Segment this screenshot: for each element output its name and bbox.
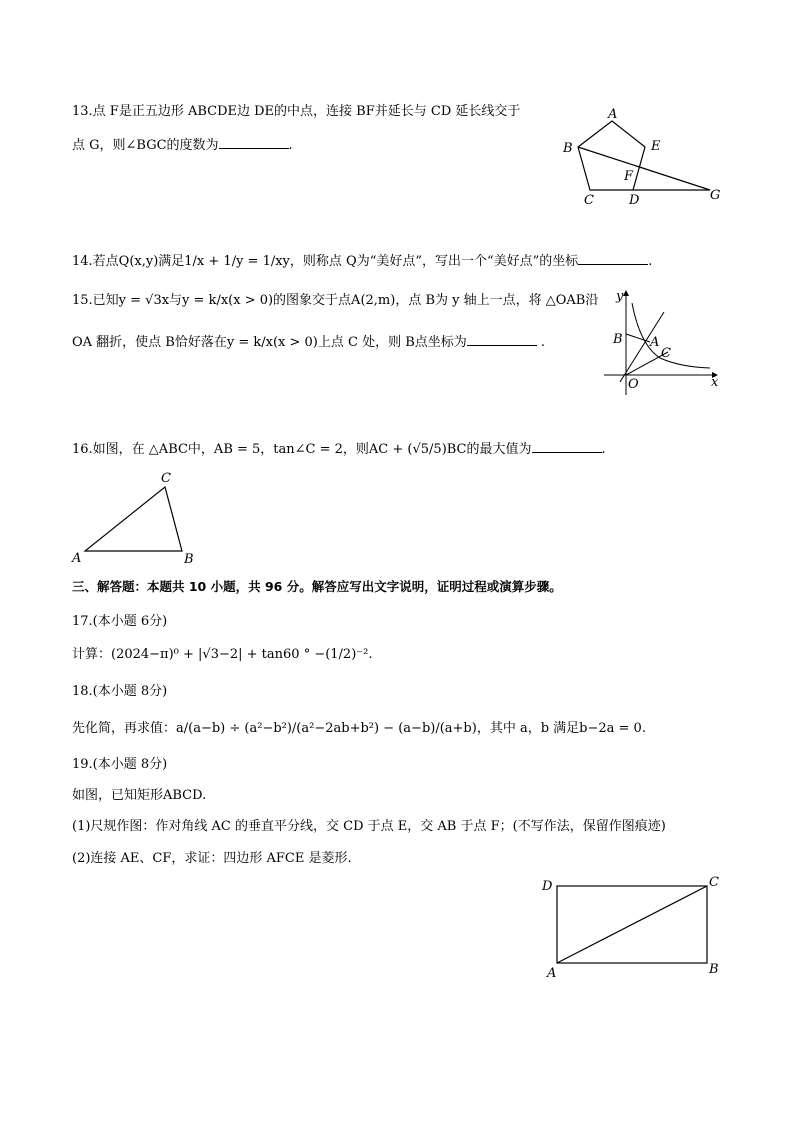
label-b: B bbox=[709, 962, 719, 977]
q17-head: 17.(本小题 6分) bbox=[72, 614, 168, 629]
label-a: A bbox=[608, 107, 618, 122]
q14-text: 14.若点Q(x,y)满足1/x + 1/y = 1/xy，则称点 Q为“美好点”，写出一个“美好点”的坐标 bbox=[72, 254, 579, 269]
label-g: G bbox=[710, 188, 721, 203]
label-y: y bbox=[616, 289, 624, 304]
q14-period: . bbox=[648, 254, 653, 269]
label-d: D bbox=[542, 879, 553, 894]
label-x: x bbox=[711, 375, 719, 390]
label-a: A bbox=[650, 335, 660, 350]
q18-head: 18.(本小题 8分) bbox=[72, 684, 168, 699]
diagonal-ac bbox=[557, 886, 707, 963]
label-b: B bbox=[563, 141, 573, 156]
q18-text: 先化简，再求值：a/(a−b) ÷ (a²−b²)/(a²−2ab+b²) − (a−b)/(a+b)，其中 a，b 满足b−2a = 0. bbox=[72, 721, 646, 736]
label-a: A bbox=[547, 966, 557, 981]
q17-text: 计算：(2024−π)⁰ + |√3−2| + tan60 ° −(1/2)⁻². bbox=[72, 647, 373, 662]
section-heading: 三、解答题：本题共 10 小题，共 96 分。解答应写出文字说明，证明过程或演算步骤。 bbox=[72, 579, 562, 594]
label-f: F bbox=[624, 169, 634, 184]
q19-head: 19.(本小题 8分) bbox=[72, 757, 168, 772]
q15-line2-text: OA 翻折，使点 B恰好落在y = k/x(x > 0)上点 C 处，则 B点坐标为 bbox=[72, 335, 467, 350]
label-b: B bbox=[613, 332, 623, 347]
q15-line1: 15.已知y = √3x与y = k/x(x > 0)的图象交于点A(2,m)，点 B为 y 轴上一点，将 △OAB沿 bbox=[72, 293, 599, 308]
label-c: C bbox=[584, 193, 594, 208]
q13-line1: 13.点 F是正五边形 ABCDE边 DE的中点，连接 BF并延长与 CD 延长线交于 bbox=[72, 104, 521, 119]
q19-part1: (1)尺规作图：作对角线 AC 的垂直平分线，交 CD 于点 E，交 AB 于点 F；(不写作法，保留作图痕迹) bbox=[72, 819, 666, 834]
q19-intro: 如图，已知矩形ABCD. bbox=[72, 788, 207, 803]
q13-period: . bbox=[288, 138, 293, 153]
label-c: C bbox=[161, 471, 171, 486]
label-o: O bbox=[628, 377, 639, 392]
q19-part2: (2)连接 AE、CF，求证：四边形 AFCE 是菱形. bbox=[72, 851, 352, 866]
q13-line2-text: 点 G，则∠BGC的度数为 bbox=[72, 138, 219, 153]
q16-text: 16.如图，在 △ABC中，AB = 5，tan∠C = 2，则AC + (√5/5)BC的最大值为 bbox=[72, 442, 532, 457]
label-c: C bbox=[661, 346, 671, 361]
label-e: E bbox=[651, 139, 661, 154]
label-c: C bbox=[709, 875, 719, 890]
q16-period: . bbox=[601, 442, 606, 457]
label-d: D bbox=[629, 193, 640, 208]
label-a: A bbox=[72, 551, 82, 566]
label-b: B bbox=[184, 552, 194, 567]
q15-period: . bbox=[536, 335, 546, 350]
